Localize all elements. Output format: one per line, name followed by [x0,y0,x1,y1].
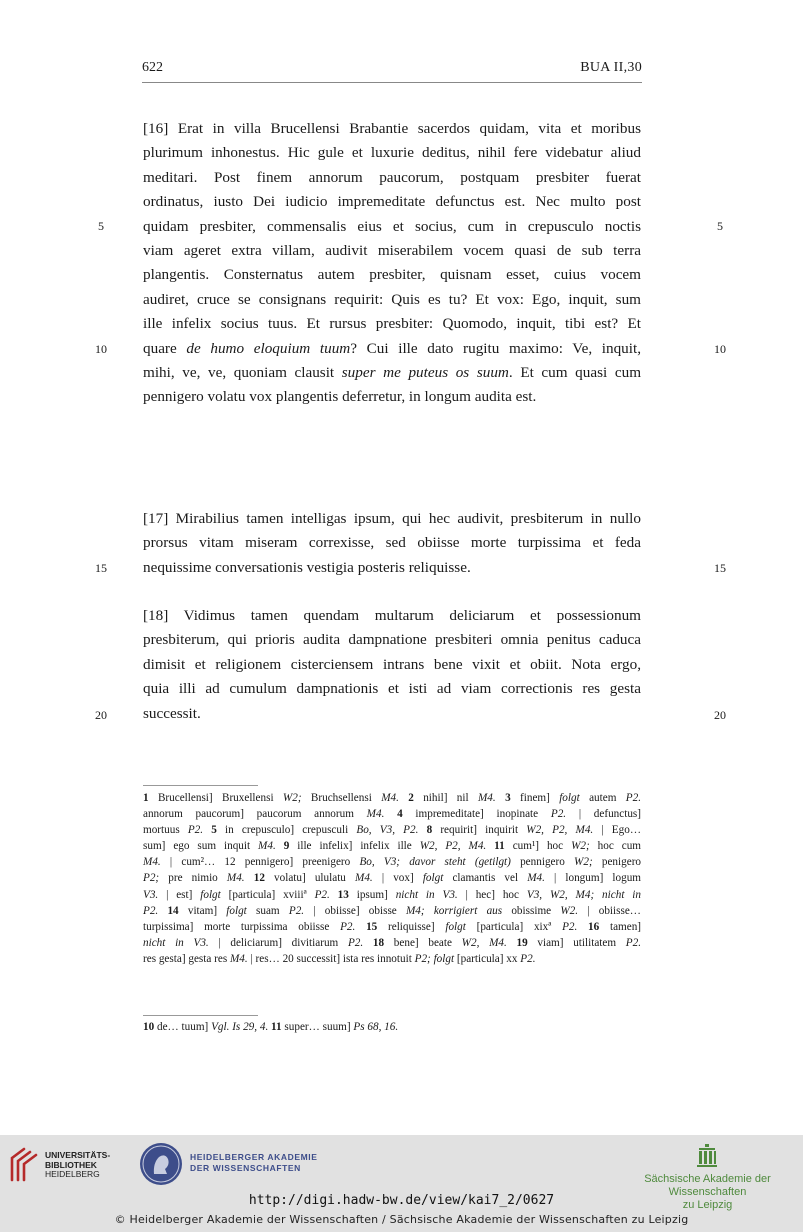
apparatus-text: sum] ego sum inquit [143,840,259,853]
line-reference: 3 [505,792,511,804]
apparatus-text [276,840,284,852]
siglum: W2, P2, M4. [419,840,487,853]
sources-rule [143,1015,258,1016]
apparatus-line [143,822,641,838]
apparatus-text: de… tuum] [154,1021,212,1033]
siglum: P2. [288,904,305,917]
siglum: M4. [366,808,385,821]
line-reference: 4 [397,808,403,821]
siglum: P2. [187,824,204,837]
apparatus-text [496,792,505,804]
apparatus-text: | hec] hoc [457,888,527,901]
apparatus-text: impremeditate] inopinate [402,808,551,821]
siglum: M4; korrigiert aus [405,904,503,917]
apparatus-text [330,889,338,901]
siglum: M4. [226,872,245,885]
siglum: W2; [571,840,590,853]
text-line: viam ageret extra villam, audivit miserabilem vocem quasi de sub terra [143,242,641,260]
siglum: nicht in V3. [395,888,458,901]
apparatus-text [245,872,254,884]
biblical-quotation: de humo eloquium tuum [186,339,351,357]
apparatus-text: Bruchsellensi [301,792,382,804]
text-line: dimisit et religionem cisterciensem intrans bene vixit et obiit. Nota ergo, [143,655,641,673]
siglum: P2. [625,792,642,804]
apparatus-text: | obiisse] obisse [304,904,406,917]
apparatus-line [143,838,641,854]
paragraph-17 [143,507,641,580]
apparatus-line [143,887,641,903]
apparatus-line [143,806,641,822]
page-number: 622 [142,60,163,75]
critical-apparatus [143,790,641,967]
line-reference: 12 [253,872,265,885]
apparatus-line [143,870,641,886]
apparatus-text: in crepusculo] crepusculi [216,824,357,837]
line-number-5-right: 5 [717,219,723,233]
text-line: prorsus vitam miseram correxisse, sed obiisse morte turpissima et feda [143,534,641,552]
line-reference: 13 [337,888,349,901]
apparatus-text [486,840,494,852]
text-line: nequissime conversationis vestigia posteris reliquisse. [143,558,471,576]
siglum: P2. [340,920,356,933]
line-reference: 11 [271,1021,282,1033]
apparatus-line [143,903,641,919]
apparatus-text: [particula] xviiiª [220,888,315,901]
text-run: . Et cum quasi cum [508,364,642,382]
apparatus-text: bene] beate [384,936,462,949]
siglum: W2; [574,856,593,869]
apparatus-text: | defunctus] [566,808,642,821]
apparatus-rule [143,785,258,786]
line-reference: 8 [426,824,433,837]
siglum: P2. [347,936,364,949]
apparatus-text: volatu] ululatu [264,872,356,885]
siglum: V3, W2, M4; nicht in [526,888,642,901]
siglum: P2. [562,920,578,933]
siglum: M4. [143,856,161,869]
apparatus-text: obissime [502,904,561,917]
apparatus-text [384,808,397,820]
text-line: meditari. Post finem annorum paucorum, postquam presbiter fuerat [143,168,641,186]
siglum: folgt [200,888,221,901]
siglum: Vgl. Is 29, 4. [211,1021,269,1033]
apparatus-text: suam [246,904,289,917]
siglum: M4. [477,792,496,804]
siglum: folgt [226,904,247,917]
siglum: P2; folgt [414,952,455,965]
line-reference: 11 [494,840,505,853]
sources-line [143,1019,641,1035]
apparatus-text: turpissima] morte turpissima obiisse [143,920,341,933]
line-reference: 19 [516,936,528,949]
siglum: M4. [355,872,373,885]
apparatus-text: res gesta] gesta res [143,952,230,965]
line-reference: 1 [143,792,149,804]
apparatus-line [143,935,641,951]
siglum: P2. [625,936,642,949]
siglum: W2, P2, M4. [526,824,594,837]
apparatus-text: ille infelix] infelix ille [289,840,420,853]
line-reference: 10 [143,1021,155,1033]
line-reference: 2 [408,792,414,804]
text-line: ille infelix socius tuus. Et rursus presbiter: Quomodo, inquit, tibi est? Et [143,315,641,333]
text-line: presbiterum, qui prioris audita dampnatione presbiteri omnia penitus caduca [143,631,641,649]
siglum: M4. [258,840,276,853]
siglum: P2. [520,952,536,965]
apparatus-text [355,921,366,933]
line-number-15-right: 15 [714,561,726,575]
apparatus-text: nihil] nil [413,792,478,804]
university-library-logo-icon [8,1144,40,1184]
apparatus-text [399,792,408,804]
siglum: Bo, V3; davor steht (getilgt) [359,856,511,869]
biblical-quotation: super me puteus os suum [341,364,509,382]
text-line: [17] Mirabilius tamen intelligas ipsum, qui hec audivit, presbiterum in nullo [143,510,641,527]
siglum: M4. [229,952,248,965]
apparatus-text: clamantis vel [443,872,528,885]
siglum: W2. [560,904,579,917]
text-line [143,361,641,385]
text-run: quare [143,339,187,357]
apparatus-text: reliquisse] [377,920,446,933]
siglum: nicht in V3. [143,936,209,949]
apparatus-line [143,951,641,967]
apparatus-line [143,919,641,935]
permalink-url[interactable]: http://digi.hadw-bw.de/view/kai7_2/0627 [248,1193,555,1208]
apparatus-text: ipsum] [348,888,396,901]
siglum: P2; [143,872,160,885]
siglum: W2; [282,792,302,804]
saxon-academy-logo-icon [696,1144,718,1168]
apparatus-text: pre nimio [159,872,227,885]
text-line: quidam presbiter, commensalis eius et socius, cum in crepusculo noctis [143,217,641,235]
apparatus-text [507,937,517,949]
line-number-15-left: 15 [95,561,107,575]
line-reference: 16 [588,920,600,933]
line-number-10-right: 10 [714,342,726,356]
text-line: audiret, cruce se consignans requirit: Quis es tu? Et vox: Ego, inquit, sum [143,290,641,308]
line-number-10-left: 10 [95,342,107,356]
page-header [142,60,642,83]
academy-seal-icon [140,1143,182,1185]
text-run: mihi, ve, ve, quoniam clausit [143,364,342,382]
siglum: V3. [143,888,159,901]
siglum: M4. [527,872,545,885]
line-reference: 9 [283,840,290,853]
apparatus-text: | cum²… 12 pennigero] preenigero [160,856,360,869]
sources-apparatus [143,1019,641,1035]
apparatus-line [143,854,641,870]
apparatus-text: [particula] xixª [465,920,563,933]
siglum: Bo, V3, P2. [356,824,419,837]
apparatus-text: | obiisse… [578,904,641,917]
line-number-5-left: 5 [98,219,104,233]
apparatus-text: | longum] logum [544,872,641,885]
apparatus-text: vitam] [178,904,227,917]
apparatus-text: penigero [592,856,642,869]
apparatus-text: [particula] xx [454,952,521,965]
apparatus-text: | Ego… [593,824,642,837]
apparatus-text: pennigero [510,856,575,869]
siglum: P2. [550,808,567,821]
paragraph-18 [143,604,641,726]
heidelberg-academy-name: HEIDELBERGER AKADEMIE DER WISSENSCHAFTEN [190,1152,318,1173]
text-line: [18] Vidimus tamen quendam multarum deliciarum et possessionum [143,607,641,624]
text-line: successit. [143,704,201,722]
apparatus-text [418,824,426,836]
apparatus-text: Brucellensi] Bruxellensi [148,792,283,804]
siglum: folgt [422,872,444,885]
paragraph-16 [143,117,641,410]
line-reference: 14 [167,904,179,917]
apparatus-text [577,921,588,933]
apparatus-text: annorum paucorum] paucorum annorum [143,808,367,821]
text-line: pennigero volatu vox plangentis deferretur, in longum audita est. [143,388,537,406]
line-reference: 18 [372,936,385,949]
line-number-20-left: 20 [95,708,107,722]
apparatus-text: | res… 20 successit] ista res innotuit [247,952,415,965]
apparatus-text: requirit] inquirit [432,824,527,837]
apparatus-text: | deliciarum] divitiarum [208,936,348,949]
siglum: P2. [314,888,330,901]
apparatus-text: | vox] [372,872,423,885]
university-library-name: UNIVERSITÄTS- BIBLIOTHEK HEIDELBERG [45,1150,111,1179]
apparatus-text: hoc cum [589,840,641,853]
siglum: Ps 68, 16. [353,1021,399,1033]
apparatus-text: tamen] [599,920,642,933]
apparatus-text: mortuus [143,824,188,837]
text-line: plurimum inhonestus. Hic gule et luxurie deditus, nihil fere videbatur aliud [143,144,641,162]
apparatus-text: super… suum] [281,1021,354,1033]
text-line [143,337,641,361]
siglum: folgt [445,920,466,933]
line-number-20-right: 20 [714,708,726,722]
text-line: quia illi ad cumulum dampnationis et isti ad viam correctionis res gesta [143,680,641,698]
apparatus-text: finem] [510,792,560,804]
siglum: folgt [559,792,580,804]
copyright-notice: © Heidelberger Akademie der Wissenschaften / Sächsische Akademie der Wissenschaften zu Leipzig [114,1213,689,1226]
siglum: P2. [143,904,159,917]
text-line: ordinatus, iusto Dei iudicio impremeditate defunctus est. Nec multo post [143,193,641,211]
apparatus-line [143,790,641,806]
text-line: [16] Erat in villa Brucellensi Brabantie sacerdos quidam, vita et moribus [143,120,641,137]
apparatus-text: | est] [158,888,201,901]
saxon-academy-name: Sächsische Akademie der Wissenschaften zu Leipzig [644,1173,771,1211]
siglum: W2, M4. [461,936,507,949]
text-line: plangentis. Consternatus autem presbiter, quisnam esset, cuius vocem [143,266,641,284]
footer-bar [0,1135,803,1232]
line-reference: 15 [366,920,378,933]
text-run: ? Cui ille dato rugitu maximo: Ve, inquit, [350,339,641,357]
line-reference: 5 [211,824,217,837]
siglum: M4. [381,792,399,804]
apparatus-text: viam] utilitatem [527,936,626,949]
running-title: BUA II,30 [580,60,642,75]
apparatus-text [363,937,373,949]
apparatus-text: cum¹] hoc [504,840,572,853]
apparatus-text: autem [579,792,626,804]
